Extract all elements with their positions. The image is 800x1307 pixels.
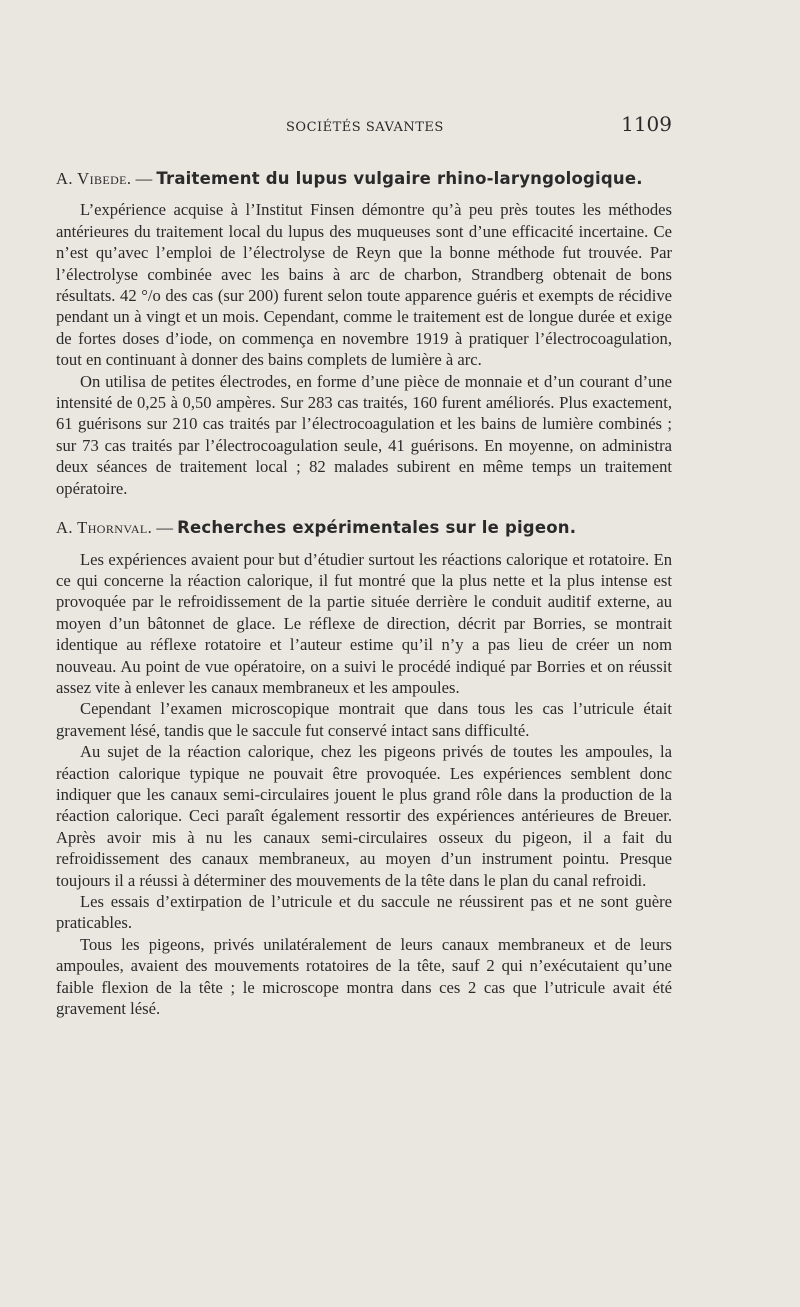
paragraph: Les expériences avaient pour but d’étudier surtout les réactions calorique et rotatoire. En ce qui concerne la réaction calorique, il fut montré que la plus nette et la plus intense est provoquée par le refroidissement de la partie située derrière le conduit auditif externe, au moyen d’un bâtonnet de glace. Le réflexe de direction, décrit par Borries, se montrait identique au réflexe rotatoire et l’auteur estime qu’il n’y a pas lieu de créer un nom nouveau. Au point de vue opératoire, on a suivi le procédé indiqué par Borries et on réussit assez vite à enlever les canaux membraneux et les ampoules. — [56, 549, 672, 697]
article-author: A. Thornval. — [56, 518, 153, 538]
article-heading — [56, 517, 672, 538]
running-title: SOCIÉTÉS SAVANTES — [286, 120, 444, 135]
paragraph: Au sujet de la réaction calorique, chez les pigeons privés de toutes les ampoules, la réaction calorique typique ne pouvait être provoquée. Les expériences semblent donc indiquer que les canaux semi-circulaires jouent le plus grand rôle dans la production de la réaction calorique. Ceci paraît également ressortir des expériences antérieures de Breuer. Après avoir mis à nu les canaux semi-circulaires osseux du pigeon, il a fait du refroidissement des canaux membraneux, au moyen d’un instrument pointu. Presque toujours il a réussi à déterminer des mouvements de la tête dans le plan du canal refroidi. — [56, 742, 672, 890]
paragraph: On utilisa de petites électrodes, en forme d’une pièce de monnaie et d’un courant d’une intensité de 0,25 à 0,50 ampères. Sur 283 cas traités, 160 furent améliorés. Plus exactement, 61 guérisons sur 210 cas traités par l’électrocoagulation et les bains de lumière combinés ; sur 73 cas traités par l’électrocoagulation seule, 41 guérisons. En moyenne, on administra deux séances de traitement local ; 82 malades subirent en même temps un traitement opératoire. — [56, 371, 672, 498]
article-author: A. Vibede. — [56, 169, 132, 188]
page-number: 1109 — [621, 112, 672, 136]
paragraph: Les essais d’extirpation de l’utricule et du saccule ne réussirent pas et ne sont guère praticables. — [56, 892, 672, 933]
running-header — [286, 112, 672, 136]
paragraph: L’expérience acquise à l’Institut Finsen démontre qu’à peu près toutes les méthodes antérieures du traitement local du lupus des muqueuses sont d’une efficacité incertaine. Ce n’est qu’avec l’emploi de l’électrolyse de Reyn que la bonne méthode fut trouvée. Par l’électrolyse combinée avec les bains à arc de charbon, Strandberg obtenait de bons résultats. 42 °/o des cas (sur 200) furent selon toute apparence guéris et exempts de récidive pendant un à vingt et un mois. Cependant, comme le traitement est de longue durée et exige de fortes doses d’iode, on commença en novembre 1919 à pratiquer l’électrocoagulation, tout en continuant à donner des bains complets de lumière à arc. — [56, 200, 672, 370]
paragraph: Cependant l’examen microscopique montrait que dans tous les cas l’utricule était gravement lésé, tandis que le saccule fut conservé intact sans difficulté. — [56, 699, 672, 740]
text-block — [56, 168, 672, 1019]
paragraph: Tous les pigeons, privés unilatéralement de leurs canaux membraneux et de leurs ampoules, avaient des mouvements rotatoires de la tête, sauf 2 qui n’exécutaient qu’une faible flexion de la tête ; le microscope montra dans ces 2 cas que l’utricule avait été gravement lésé. — [56, 934, 672, 1019]
heading-dash: — — [131, 169, 157, 188]
article-title: Traitement du lupus vulgaire rhino-laryngologique. — [156, 169, 643, 188]
article-heading — [56, 168, 672, 189]
heading-dash: — — [152, 518, 178, 538]
article-title: Recherches expérimentales sur le pigeon. — [177, 518, 577, 538]
